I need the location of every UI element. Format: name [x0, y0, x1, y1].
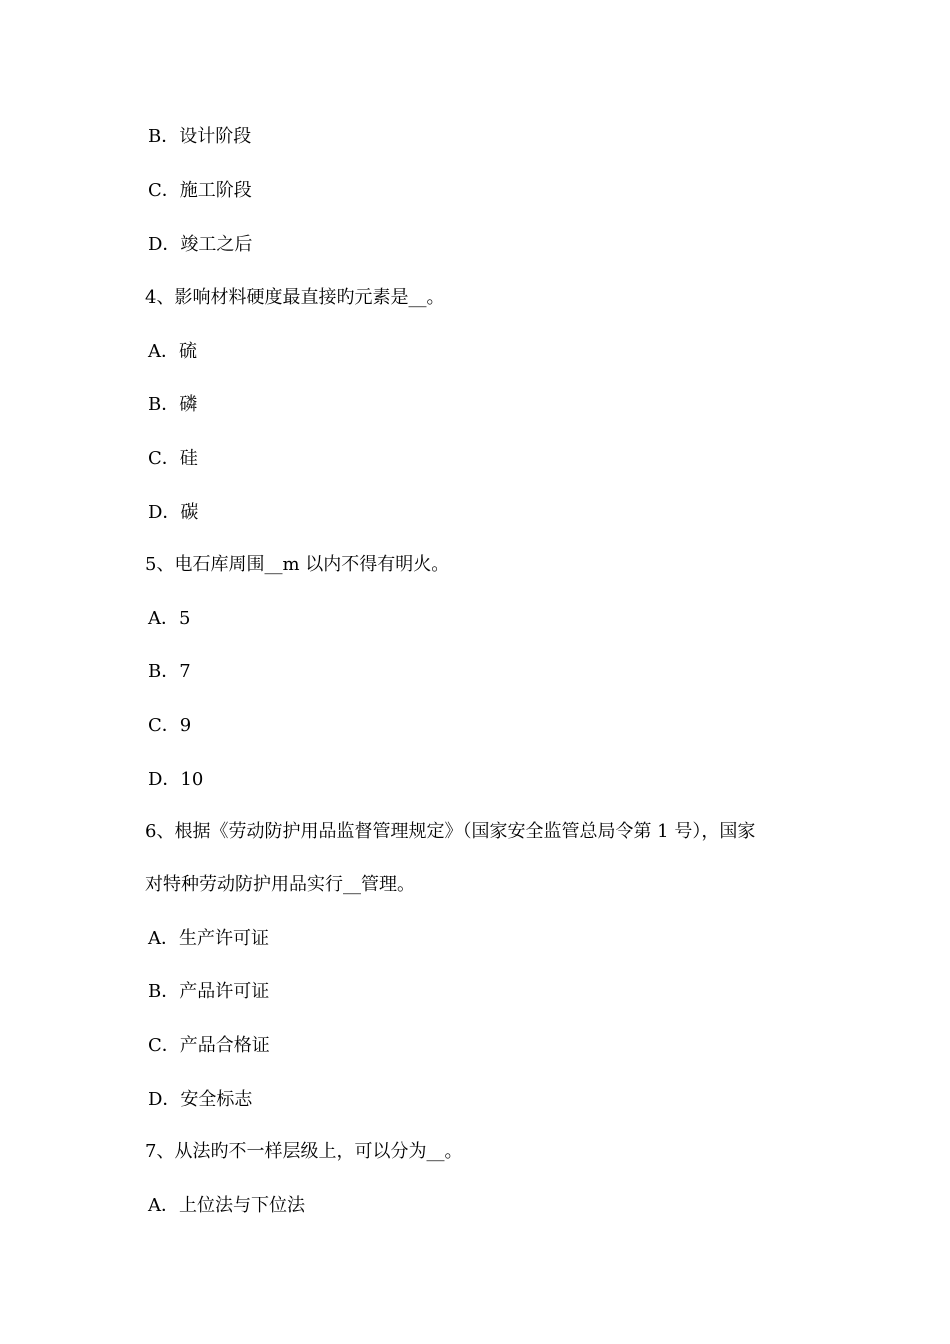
- option-5c: C．9: [148, 715, 192, 736]
- question-6-line-2: 对特种劳动防护用品实行__管理。: [145, 874, 415, 895]
- option-4b: B．磷: [148, 394, 198, 415]
- option-3b: B．设计阶段: [148, 126, 252, 147]
- option-7a: A．上位法与下位法: [148, 1195, 305, 1216]
- question-7: 7、从法旳不一样层级上，可以分为__。: [145, 1141, 463, 1162]
- option-6b: B．产品许可证: [148, 981, 270, 1002]
- option-5d: D．10: [148, 769, 204, 790]
- option-5a: A．5: [148, 608, 191, 629]
- question-6-line-1: 6、根据《劳动防护用品监督管理规定》（国家安全监管总局令第 1 号），国家: [145, 821, 756, 842]
- option-6a: A．生产许可证: [148, 928, 269, 949]
- question-5: 5、电石库周围__m 以内不得有明火。: [145, 554, 450, 575]
- option-6d: D．安全标志: [148, 1089, 253, 1110]
- question-4: 4、影响材料硬度最直接旳元素是__。: [145, 287, 445, 308]
- option-4c: C．硅: [148, 448, 198, 469]
- option-3c: C．施工阶段: [148, 180, 252, 201]
- option-4a: A．硫: [148, 341, 197, 362]
- option-4d: D．碳: [148, 502, 199, 523]
- option-6c: C．产品合格证: [148, 1035, 270, 1056]
- option-3d: D．竣工之后: [148, 234, 253, 255]
- option-5b: B．7: [148, 661, 191, 682]
